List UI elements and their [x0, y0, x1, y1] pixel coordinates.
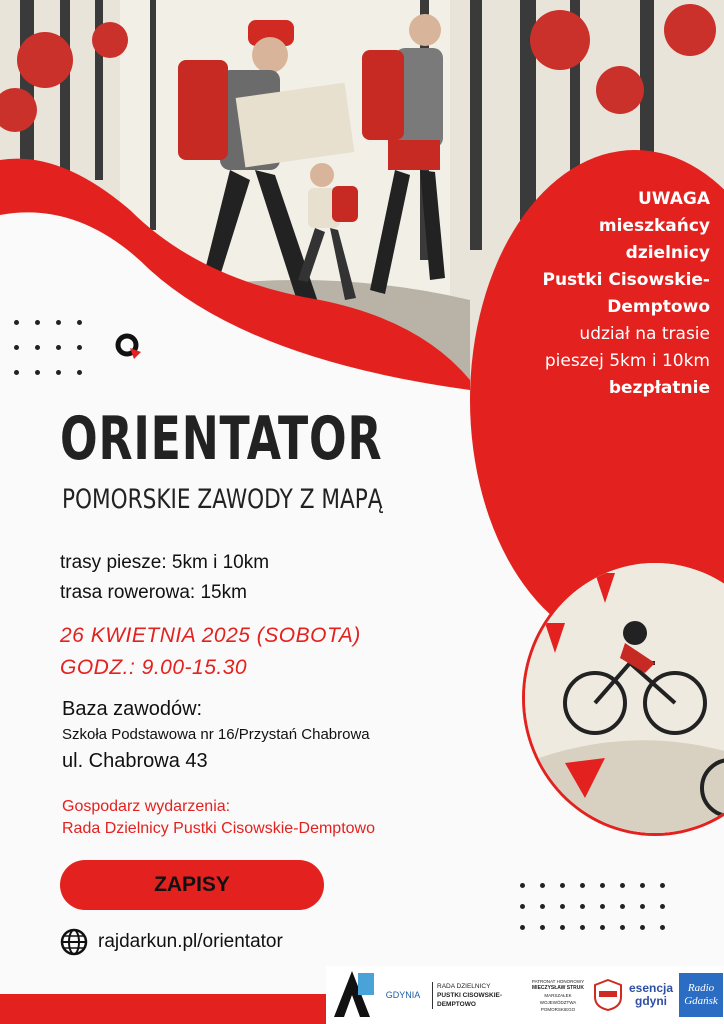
rada-text: DEMPTOWO: [437, 1000, 476, 1008]
notice-line: UWAGA: [637, 189, 710, 209]
patron-text: PATRONAT HONOROWY: [531, 978, 585, 984]
esencja-text: esencja: [629, 981, 674, 995]
host-name: Rada Dzielnicy Pustki Cisowskie-Demptowo: [62, 820, 375, 837]
radio-text: Gdańsk: [684, 995, 718, 1007]
orientator-logo-icon: [114, 332, 142, 360]
event-title: ORIENTATOR: [60, 404, 383, 474]
patron-text: MARSZAŁEK: [544, 992, 572, 998]
rada-text: PUSTKI CISOWSKIE-: [437, 991, 503, 999]
radio-text: Radio: [687, 982, 715, 994]
notice-line: pieszej 5km i 10km: [544, 351, 710, 371]
routes: [60, 548, 269, 608]
notice-line: bezpłatnie: [608, 378, 710, 398]
notice-line: udział na trasie: [579, 324, 710, 344]
notice-line: dzielnicy: [625, 243, 710, 263]
route-walk: trasy piesze: 5km i 10km: [60, 552, 270, 573]
notice-line: mieszkańcy: [598, 216, 710, 236]
dot-grid: [520, 883, 665, 930]
dot-grid: [14, 320, 82, 375]
route-bike: trasa rowerowa: 15km: [60, 582, 247, 603]
host-block: [62, 796, 375, 840]
notice-text: [488, 186, 710, 402]
notice-line: Pustki Cisowskie-: [542, 270, 710, 290]
esencja-logo: [629, 982, 673, 1008]
esencja-text: gdyni: [635, 994, 667, 1008]
patron-text: MIECZYSŁAW STRUK: [532, 984, 584, 991]
base-school: Szkoła Podstawowa nr 16/Przystań Chabrowa: [62, 726, 370, 743]
base-street: ul. Chabrowa 43: [62, 750, 208, 772]
gdynia-logo: [380, 990, 426, 1000]
website-link[interactable]: [60, 928, 283, 956]
arkun-logo-icon: [330, 967, 374, 1023]
notice-line: Demptowo: [607, 297, 710, 317]
event-date-block: [60, 620, 361, 684]
sponsor-strip: [326, 966, 724, 1024]
event-date: 26 KWIETNIA 2025 (SOBOTA): [60, 624, 361, 647]
badge-logo-icon: [593, 979, 623, 1011]
event-time: GODZ.: 9.00-15.30: [60, 656, 248, 679]
event-subtitle: POMORSKIE ZAWODY Z MAPĄ: [62, 484, 383, 515]
rada-text: RADA DZIELNICY: [437, 982, 491, 990]
register-button[interactable]: ZAPISY: [60, 860, 324, 910]
gdynia-logo-text: GDYNIA: [385, 990, 421, 1000]
base-label: Baza zawodów:: [62, 698, 203, 720]
website-url: rajdarkun.pl/orientator: [98, 931, 283, 952]
patron-logo: [529, 978, 587, 1013]
host-label: Gospodarz wydarzenia:: [62, 798, 231, 815]
globe-icon: [60, 928, 88, 956]
radio-gdansk-logo: [679, 973, 723, 1017]
patron-text: WOJEWÓDZTWA POMORSKIEGO: [539, 999, 577, 1012]
rada-logo: [432, 982, 523, 1009]
